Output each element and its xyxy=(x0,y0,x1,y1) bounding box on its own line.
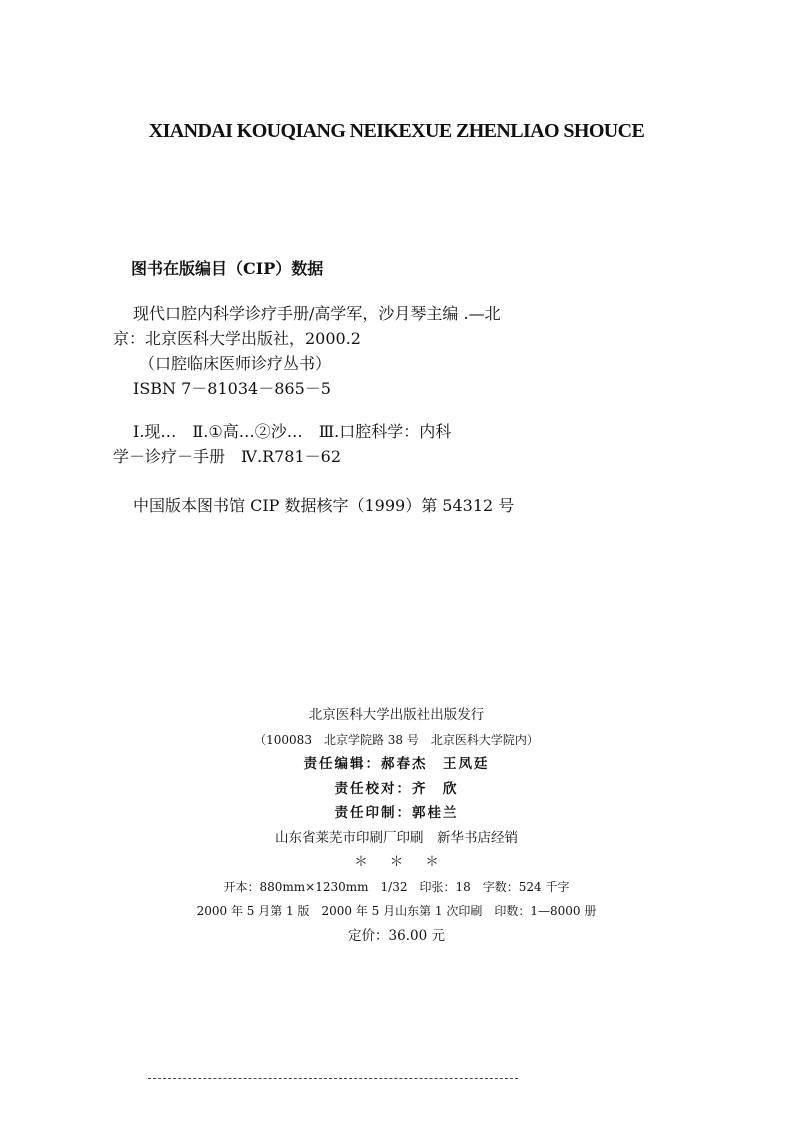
cip-line-1: 现代口腔内科学诊疗手册/高学军，沙月琴主编 .—北 xyxy=(133,304,501,323)
format-line: 开本：880mm×1230mm 1/32 印张：18 字数：524 千字 xyxy=(223,879,570,894)
proofreader-line: 责任校对：齐 欣 xyxy=(334,780,459,797)
cip-line-7: 中国版本图书馆 CIP 数据核字（1999）第 54312 号 xyxy=(133,496,515,515)
edition-line: 2000 年 5 月第 1 版 2000 年 5 月山东第 1 次印刷 印数：1—8000 册 xyxy=(196,904,597,918)
publisher-line: 北京医科大学出版社出版发行 xyxy=(308,707,485,723)
address-line: （100083 北京学院路 38 号 北京医科大学院内） xyxy=(254,732,539,747)
cip-line-2: 京：北京医科大学出版社，2000.2 xyxy=(113,329,361,348)
editor-line: 责任编辑：郝春杰 王凤廷 xyxy=(303,756,490,772)
cip-line-5: Ⅰ.现… Ⅱ.①高…②沙… Ⅲ.口腔科学：内科 xyxy=(133,422,452,441)
printer-line: 山东省莱芜市印刷厂印刷 新华书店经销 xyxy=(275,829,518,846)
cip-line-4: ISBN 7－81034－865－5 xyxy=(133,379,331,398)
price-line: 定价：36.00 元 xyxy=(348,927,445,944)
cip-line-3: （口腔临床医师诊疗丛书） xyxy=(139,354,332,373)
cip-data-block xyxy=(113,256,613,518)
book-title-pinyin: XIANDAI KOUQIANG NEIKEXUE ZHENLIAO SHOUCE xyxy=(148,120,645,142)
cip-line-6: 学－诊疗－手册 Ⅳ.R781－62 xyxy=(113,447,342,466)
cip-heading: 图书在版编目（CIP）数据 xyxy=(131,259,324,278)
star-separator: ＊＊＊ xyxy=(354,854,461,870)
bottom-dashed-rule xyxy=(148,1078,518,1079)
imprint-block xyxy=(0,703,793,948)
printing-supervisor-line: 责任印制：郭桂兰 xyxy=(334,805,459,821)
